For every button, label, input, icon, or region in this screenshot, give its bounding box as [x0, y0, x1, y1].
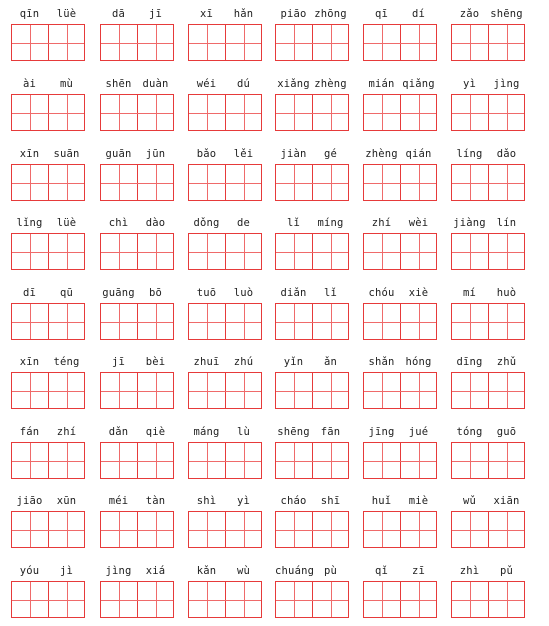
guide-line [12, 461, 84, 462]
word-cell [363, 147, 441, 203]
word-cell [100, 286, 178, 342]
word-cell [363, 564, 441, 620]
pinyin-label: zhōng [314, 8, 347, 20]
guide-line [189, 252, 261, 253]
writing-grid-box[interactable] [363, 94, 437, 131]
word-cell [100, 494, 178, 550]
pinyin-label: pǔ [499, 565, 514, 577]
pinyin-label: chóu [368, 287, 395, 299]
word-cell [451, 425, 529, 481]
word-cell [188, 425, 266, 481]
pinyin-label: bǎo [196, 148, 217, 160]
word-cell [275, 147, 353, 203]
guide-line [276, 252, 348, 253]
word-cell [11, 564, 89, 620]
word-cell [451, 7, 529, 63]
writing-grid-box[interactable] [363, 24, 437, 61]
pinyin-label: cháo [280, 495, 307, 507]
pinyin-label: míng [317, 217, 344, 229]
pinyin-label: jī [111, 356, 126, 368]
pinyin-label: xī [199, 8, 214, 20]
word-cell [363, 77, 441, 133]
guide-line [12, 391, 84, 392]
pinyin-label: piāo [280, 8, 307, 20]
pinyin-label: xiān [493, 495, 520, 507]
pinyin-label: wéi [196, 78, 217, 90]
word-cell [188, 564, 266, 620]
guide-line [364, 391, 436, 392]
guide-line [189, 43, 261, 44]
word-cell [100, 425, 178, 481]
pinyin-label: xiǎng [277, 78, 310, 90]
pinyin-label: dú [236, 78, 251, 90]
pinyin-label: zhèng [365, 148, 398, 160]
pinyin-label: ǎn [323, 356, 338, 368]
pinyin-label: qīn [19, 8, 40, 20]
guide-line [101, 461, 173, 462]
pinyin-label: chuáng [275, 565, 315, 577]
guide-line [101, 183, 173, 184]
guide-line [189, 600, 261, 601]
writing-grid-box[interactable] [11, 442, 85, 479]
word-cell [11, 355, 89, 411]
pinyin-label: méi [108, 495, 129, 507]
word-cell [100, 355, 178, 411]
pinyin-label: dí [411, 8, 426, 20]
writing-grid-box[interactable] [275, 442, 349, 479]
word-cell [100, 77, 178, 133]
pinyin-label: dǎo [496, 148, 517, 160]
guide-line [101, 530, 173, 531]
guide-line [12, 113, 84, 114]
writing-grid-box[interactable] [188, 94, 262, 131]
writing-grid-box[interactable] [363, 233, 437, 270]
pinyin-label: duàn [142, 78, 169, 90]
pinyin-label: dī [22, 287, 37, 299]
word-cell [188, 494, 266, 550]
word-cell [275, 355, 353, 411]
guide-line [189, 391, 261, 392]
guide-line [452, 113, 524, 114]
guide-line [276, 322, 348, 323]
word-cell [275, 77, 353, 133]
guide-line [101, 113, 173, 114]
writing-grid-box[interactable] [451, 24, 525, 61]
pinyin-label: shēng [277, 426, 310, 438]
writing-grid-box[interactable] [188, 511, 262, 548]
word-cell [363, 494, 441, 550]
writing-grid-box[interactable] [451, 94, 525, 131]
pinyin-label: gé [323, 148, 338, 160]
word-cell [11, 286, 89, 342]
guide-line [452, 322, 524, 323]
word-cell [11, 7, 89, 63]
guide-line [12, 252, 84, 253]
word-cell [451, 216, 529, 272]
writing-grid-box[interactable] [188, 372, 262, 409]
pinyin-label: qī [374, 8, 389, 20]
guide-line [276, 530, 348, 531]
word-cell [188, 286, 266, 342]
pinyin-label: shēng [490, 8, 523, 20]
pinyin-label: yóu [19, 565, 40, 577]
pinyin-label: lüè [56, 8, 77, 20]
pinyin-label: téng [53, 356, 80, 368]
writing-grid-box[interactable] [275, 372, 349, 409]
guide-line [101, 391, 173, 392]
word-cell [188, 7, 266, 63]
pinyin-label: jué [408, 426, 429, 438]
pinyin-label: xūn [56, 495, 77, 507]
pinyin-label: guō [496, 426, 517, 438]
pinyin-label: jiàn [280, 148, 307, 160]
pinyin-label: lǐ [286, 217, 301, 229]
word-cell [275, 286, 353, 342]
pinyin-label: zhí [371, 217, 392, 229]
writing-grid-box[interactable] [451, 511, 525, 548]
guide-line [364, 322, 436, 323]
pinyin-label: lǐng [16, 217, 43, 229]
pinyin-label: qū [59, 287, 74, 299]
guide-line [452, 183, 524, 184]
pinyin-label: qián [405, 148, 432, 160]
pinyin-label: jiàng [453, 217, 486, 229]
word-cell [451, 564, 529, 620]
guide-line [189, 183, 261, 184]
guide-line [452, 252, 524, 253]
pinyin-label: miè [408, 495, 429, 507]
pinyin-label: jì [59, 565, 74, 577]
pinyin-label: shī [320, 495, 341, 507]
guide-line [101, 322, 173, 323]
writing-grid-box[interactable] [188, 442, 262, 479]
guide-line [12, 600, 84, 601]
word-cell [363, 7, 441, 63]
pinyin-label: pù [323, 565, 338, 577]
pinyin-label: zǎo [459, 8, 480, 20]
guide-line [276, 43, 348, 44]
word-cell [363, 355, 441, 411]
pinyin-label: zī [411, 565, 426, 577]
pinyin-label: shēn [105, 78, 132, 90]
guide-line [452, 391, 524, 392]
pinyin-label: zhú [233, 356, 254, 368]
writing-grid-box[interactable] [11, 303, 85, 340]
pinyin-label: bō [148, 287, 163, 299]
pinyin-label: jūn [145, 148, 166, 160]
pinyin-label: máng [193, 426, 220, 438]
pinyin-label: hǎn [233, 8, 254, 20]
writing-grid-box[interactable] [11, 24, 85, 61]
pinyin-label: dīng [456, 356, 483, 368]
pinyin-label: dǒng [193, 217, 220, 229]
pinyin-label: mí [462, 287, 477, 299]
pinyin-label: qiǎng [402, 78, 435, 90]
word-cell [100, 216, 178, 272]
writing-grid-box[interactable] [100, 511, 174, 548]
word-cell [451, 286, 529, 342]
writing-grid-box[interactable] [11, 372, 85, 409]
writing-grid-box[interactable] [275, 164, 349, 201]
guide-line [101, 600, 173, 601]
pinyin-label: líng [456, 148, 483, 160]
pinyin-label: zhǔ [496, 356, 517, 368]
word-cell [363, 286, 441, 342]
writing-grid-box[interactable] [188, 24, 262, 61]
writing-grid-box[interactable] [363, 372, 437, 409]
pinyin-label: guāng [102, 287, 135, 299]
pinyin-label: tóng [456, 426, 483, 438]
word-cell [11, 147, 89, 203]
writing-grid-box[interactable] [11, 94, 85, 131]
word-cell [188, 216, 266, 272]
pinyin-label: lüè [56, 217, 77, 229]
writing-grid-box[interactable] [188, 303, 262, 340]
writing-grid-box[interactable] [363, 581, 437, 618]
writing-grid-box[interactable] [363, 164, 437, 201]
pinyin-label: yì [236, 495, 251, 507]
guide-line [189, 461, 261, 462]
guide-line [364, 252, 436, 253]
word-cell [188, 147, 266, 203]
word-cell [363, 216, 441, 272]
word-cell [451, 355, 529, 411]
pinyin-label: ài [22, 78, 37, 90]
pinyin-label: fán [19, 426, 40, 438]
guide-line [364, 113, 436, 114]
pinyin-label: wǔ [462, 495, 477, 507]
word-cell [11, 425, 89, 481]
pinyin-label: yì [462, 78, 477, 90]
pinyin-label: zhì [459, 565, 480, 577]
guide-line [189, 322, 261, 323]
writing-grid-box[interactable] [275, 94, 349, 131]
guide-line [12, 322, 84, 323]
writing-grid-box[interactable] [11, 233, 85, 270]
pinyin-label: lěi [233, 148, 254, 160]
pinyin-label: de [236, 217, 251, 229]
writing-grid-box[interactable] [275, 581, 349, 618]
guide-line [364, 461, 436, 462]
pinyin-label: shǎn [368, 356, 395, 368]
pinyin-label: chì [108, 217, 129, 229]
writing-grid-box[interactable] [451, 581, 525, 618]
writing-grid-box[interactable] [100, 233, 174, 270]
writing-grid-box[interactable] [363, 442, 437, 479]
guide-line [12, 530, 84, 531]
pinyin-label: dǎn [108, 426, 129, 438]
writing-grid-box[interactable] [363, 303, 437, 340]
writing-grid-box[interactable] [275, 511, 349, 548]
writing-grid-box[interactable] [451, 303, 525, 340]
pinyin-label: kǎn [196, 565, 217, 577]
writing-grid-box[interactable] [451, 233, 525, 270]
writing-grid-box[interactable] [100, 164, 174, 201]
pinyin-label: zhèng [314, 78, 347, 90]
writing-grid-box[interactable] [100, 303, 174, 340]
writing-grid-box[interactable] [451, 442, 525, 479]
pinyin-label: diǎn [280, 287, 307, 299]
word-cell [275, 564, 353, 620]
writing-grid-box[interactable] [188, 581, 262, 618]
pinyin-label: dào [145, 217, 166, 229]
word-cell [11, 216, 89, 272]
writing-grid-box[interactable] [11, 511, 85, 548]
word-cell [451, 147, 529, 203]
word-cell [275, 216, 353, 272]
writing-grid-box[interactable] [188, 164, 262, 201]
writing-grid-box[interactable] [275, 303, 349, 340]
pinyin-label: wù [236, 565, 251, 577]
pinyin-label: fān [320, 426, 341, 438]
guide-line [364, 530, 436, 531]
guide-line [189, 530, 261, 531]
pinyin-label: jìng [105, 565, 132, 577]
pinyin-label: suān [53, 148, 80, 160]
pinyin-label: dā [111, 8, 126, 20]
pinyin-label: zhí [56, 426, 77, 438]
word-cell [275, 494, 353, 550]
pinyin-label: luò [233, 287, 254, 299]
pinyin-label: mù [59, 78, 74, 90]
writing-grid-box[interactable] [275, 24, 349, 61]
writing-grid-box[interactable] [11, 164, 85, 201]
writing-grid-box[interactable] [100, 442, 174, 479]
guide-line [276, 391, 348, 392]
pinyin-label: lǐ [323, 287, 338, 299]
word-cell [188, 355, 266, 411]
writing-grid-box[interactable] [451, 372, 525, 409]
guide-line [452, 43, 524, 44]
guide-line [189, 113, 261, 114]
pinyin-label: bèi [145, 356, 166, 368]
writing-grid-box[interactable] [11, 581, 85, 618]
pinyin-label: qǐ [374, 565, 389, 577]
pinyin-label: xīn [19, 148, 40, 160]
pinyin-label: qiè [145, 426, 166, 438]
pinyin-label: tuō [196, 287, 217, 299]
writing-grid-box[interactable] [100, 372, 174, 409]
word-cell [451, 494, 529, 550]
pinyin-label: jīng [368, 426, 395, 438]
guide-line [364, 600, 436, 601]
guide-line [364, 183, 436, 184]
pinyin-label: tàn [145, 495, 166, 507]
pinyin-label: huǐ [371, 495, 392, 507]
pinyin-label: jìng [493, 78, 520, 90]
word-cell [100, 7, 178, 63]
guide-line [276, 461, 348, 462]
pinyin-label: lín [496, 217, 517, 229]
guide-line [452, 461, 524, 462]
writing-grid-box[interactable] [100, 24, 174, 61]
guide-line [276, 113, 348, 114]
guide-line [364, 43, 436, 44]
guide-line [452, 600, 524, 601]
pinyin-label: xīn [19, 356, 40, 368]
pinyin-label: xiè [408, 287, 429, 299]
pinyin-label: jī [148, 8, 163, 20]
pinyin-label: yǐn [283, 356, 304, 368]
pinyin-label: shì [196, 495, 217, 507]
writing-grid-box[interactable] [275, 233, 349, 270]
word-cell [188, 77, 266, 133]
guide-line [101, 252, 173, 253]
writing-grid-box[interactable] [451, 164, 525, 201]
guide-line [276, 183, 348, 184]
writing-grid-box[interactable] [363, 511, 437, 548]
word-cell [363, 425, 441, 481]
word-cell [11, 494, 89, 550]
word-cell [451, 77, 529, 133]
pinyin-label: zhuī [193, 356, 220, 368]
pinyin-label: jiāo [16, 495, 43, 507]
word-cell [275, 7, 353, 63]
word-cell [11, 77, 89, 133]
pinyin-label: xiá [145, 565, 166, 577]
pinyin-label: huò [496, 287, 517, 299]
guide-line [276, 600, 348, 601]
word-cell [275, 425, 353, 481]
pinyin-label: hóng [405, 356, 432, 368]
guide-line [12, 43, 84, 44]
guide-line [101, 43, 173, 44]
writing-grid-box[interactable] [188, 233, 262, 270]
writing-grid-box[interactable] [100, 94, 174, 131]
word-cell [100, 147, 178, 203]
pinyin-label: lù [236, 426, 251, 438]
pinyin-label: mián [368, 78, 395, 90]
pinyin-label: guān [105, 148, 132, 160]
guide-line [12, 183, 84, 184]
writing-grid-box[interactable] [100, 581, 174, 618]
word-cell [100, 564, 178, 620]
pinyin-label: wèi [408, 217, 429, 229]
guide-line [452, 530, 524, 531]
